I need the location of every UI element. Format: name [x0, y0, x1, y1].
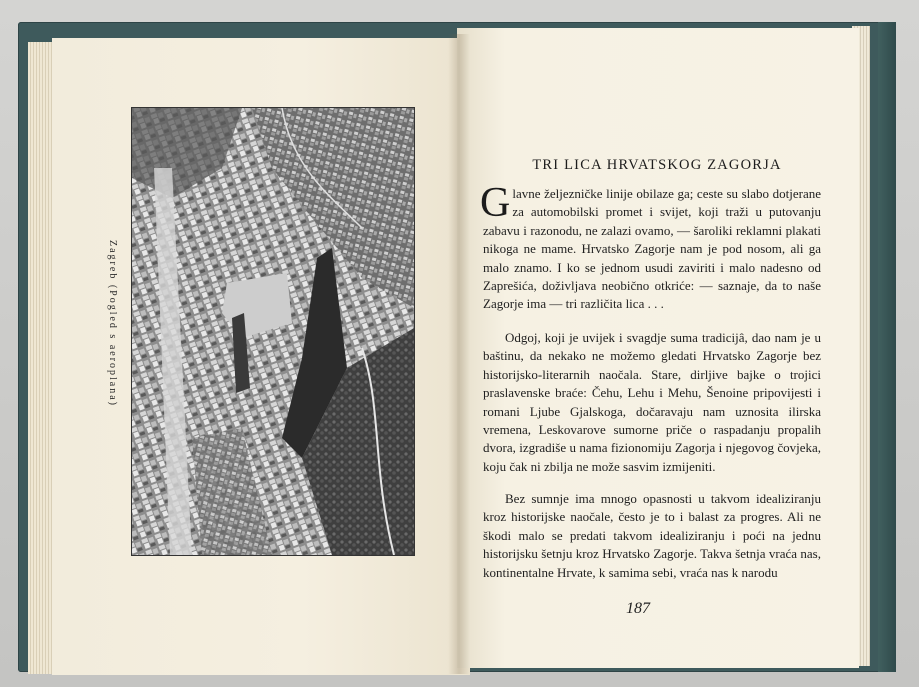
cover-edge	[878, 22, 896, 672]
drop-cap: G	[480, 180, 511, 226]
paragraph-3: Bez sumnje ima mnogo opasnosti u takvom idealiziranju kroz historijske naočale, često je to i balast za progres. Ali ne škodi malo se predati takvom idealiziranju i poći na jednu historijsku šetnju kroz Hrvatsko Zagorje. Takva šetnja vraća nas, kontinentalne Hrvate, k samima sebi, vraća nas k narodu	[483, 491, 821, 580]
aerial-photo-zagreb	[131, 107, 415, 556]
paragraph-2: Odgoj, koji je uvijek i svagdje suma tradicijâ, dao nam je u baštinu, da nekako ne možemo gledati Hrvatsko Zagorje bez historijsko-literarnih naočala. Stare, dirljive bajke o trojici praslavenske braće: Čehu, Lehu i Mehu, Šenoine pripovijesti i romani Ljube Gjalskoga, dočaravaju nam uznosita ilirska vremena, Leskovarove sumorne priče o raspadanju propalih dvora, izgradiše u nama fizionomiju Zagorja i njegovog čovjeka, koju čak ni zbilja ne može sasvim izmijeniti.	[483, 330, 821, 474]
paragraph-1	[480, 180, 821, 314]
book-gutter	[448, 34, 470, 674]
photo-caption: Zagreb (Pogled s aeroplana)	[107, 240, 118, 408]
page-number: 187	[626, 600, 650, 617]
chapter-title: TRI LICA HRVATSKOG ZAGORJA	[532, 157, 782, 173]
paragraph-1-text: lavne željezničke linije obilaze ga; ceste su slabo dotjerane za automobilski promet i svijet, koji traži u putovanju zabavu i razonodu, ne zalazi ovamo, — šaroliki reklamni plakati nikoga ne mame. Hrvatsko Zagorje nam je pod nosom, ali ga malo znamo. I ko se jednom usudi zaviriti i malo nadesno od Zaprešića, doživljava neobično otkriće: — saznaje, da to naše Zagorje ima — tri različita lica . . .	[483, 186, 821, 312]
